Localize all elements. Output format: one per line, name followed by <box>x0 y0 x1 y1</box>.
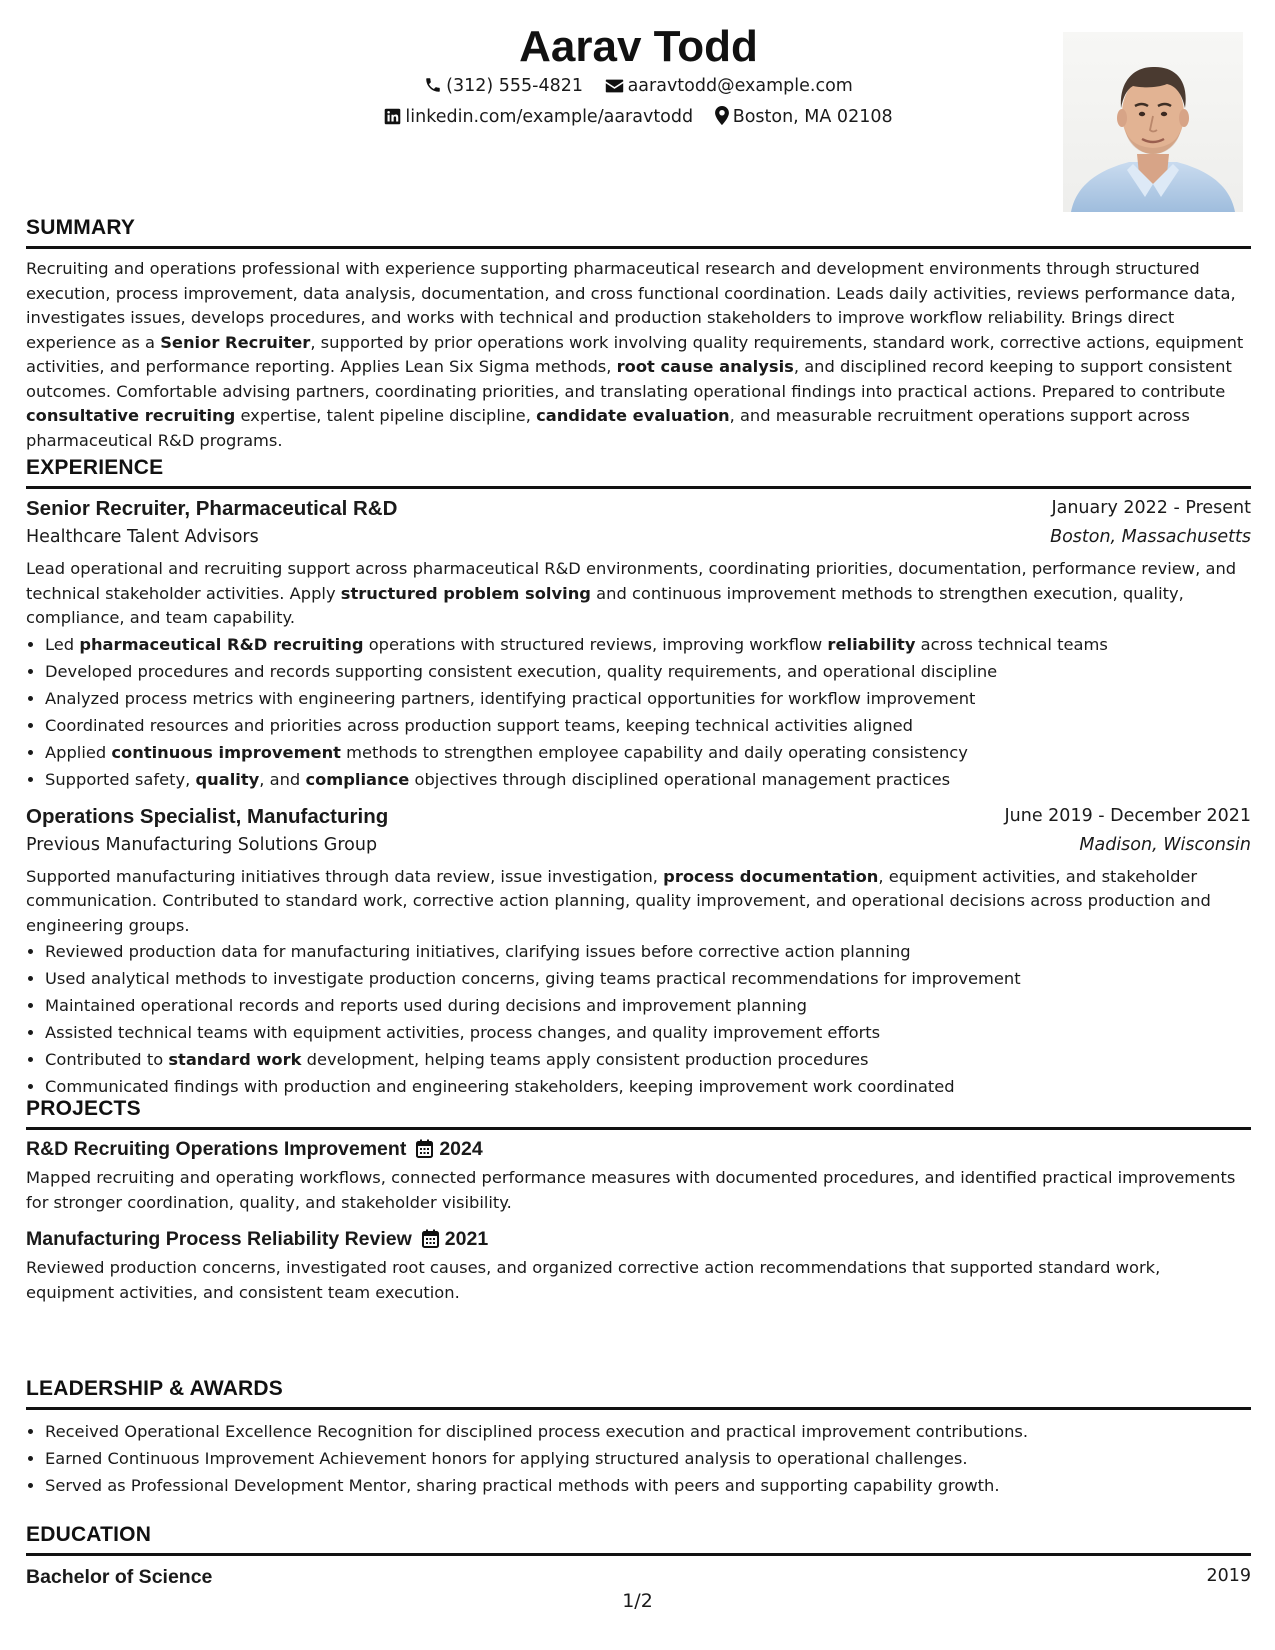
phone-contact[interactable] <box>424 76 583 96</box>
project-name: Manufacturing Process Reliability Review <box>26 1228 412 1250</box>
list-item <box>45 766 1251 793</box>
text-run: objectives through disciplined operational management practices <box>409 769 951 789</box>
project-description: Reviewed production concerns, investigated root causes, and organized corrective action recommendations that supported standard work, equipment activities, and consistent team execution. <box>26 1258 1161 1302</box>
linkedin-icon <box>384 108 401 125</box>
email-text: aaravtodd@example.com <box>627 76 853 96</box>
list-item <box>45 685 1251 712</box>
leadership-heading: LEADERSHIP & AWARDS <box>26 1377 1251 1410</box>
list-item <box>45 1046 1251 1073</box>
text-run: development, helping teams apply consistent production procedures <box>301 1050 869 1069</box>
text-run: Led <box>45 634 80 654</box>
experience-heading: EXPERIENCE <box>26 456 1251 489</box>
summary-heading: SUMMARY <box>26 216 1251 249</box>
job-title: Senior Recruiter, Pharmaceutical R&D <box>26 497 398 520</box>
list-item <box>45 739 1251 766</box>
emphasis-text: quality <box>195 769 260 789</box>
emphasis-text: continuous improvement <box>111 742 341 762</box>
text-run: Maintained operational records and reports used during decisions and improvement planning <box>45 996 807 1015</box>
project-year: 2024 <box>439 1138 483 1160</box>
education-year: 2019 <box>1206 1566 1251 1586</box>
emphasis-text: candidate evaluation <box>536 406 730 425</box>
list-item <box>45 992 1251 1019</box>
project-description: Mapped recruiting and operating workflows, connected performance measures with documented procedures, and identified practical improvements for stronger coordination, quality, and stakeholder visibility. <box>26 1168 1236 1212</box>
job-dates: January 2022 - Present <box>1051 498 1251 518</box>
list-item <box>45 658 1251 685</box>
summary-section <box>26 216 1251 453</box>
text-run: , supported by prior operations work involving quality requirements, standard work, corrective actions, equipment activities, and performance reporting. Applies Lean Six Sigma methods, <box>26 332 1244 376</box>
text-run: operations with structured reviews, improving workflow <box>363 634 828 654</box>
text-run: Communicated findings with production and engineering stakeholders, keeping improvement work coordinated <box>45 1077 955 1096</box>
project-name: R&D Recruiting Operations Improvement <box>26 1138 407 1160</box>
text-run: across technical teams <box>915 634 1108 654</box>
text-run: expertise, talent pipeline discipline, <box>235 406 537 425</box>
list-item <box>45 1019 1251 1046</box>
job-title: Operations Specialist, Manufacturing <box>26 804 389 828</box>
list-item: • Earned Continuous Improvement Achievement honors for applying structured analysis to operational challenges. <box>45 1445 1251 1472</box>
education-section <box>26 1523 1251 1592</box>
list-item <box>45 1073 1251 1100</box>
list-item <box>45 938 1251 965</box>
calendar-icon <box>416 1139 433 1158</box>
text-run: , and <box>259 769 306 789</box>
text-run: Used analytical methods to investigate production concerns, giving teams practical recommendations for improvement <box>45 969 1021 988</box>
job-description <box>26 557 1251 631</box>
linkedin-text: linkedin.com/example/aaravtodd <box>405 107 694 127</box>
text-run: Applied <box>45 742 112 762</box>
text-run: methods to strengthen employee capability and daily operating consistency <box>340 742 968 762</box>
emphasis-text: reliability <box>827 634 916 654</box>
list-item <box>45 965 1251 992</box>
projects-section <box>26 1097 1251 1305</box>
projects-heading: PROJECTS <box>26 1097 1251 1130</box>
emphasis-text: process documentation <box>663 866 879 886</box>
list-item: • Received Operational Excellence Recognition for disciplined process execution and practical improvement contributions. <box>45 1418 1251 1445</box>
job-company: Healthcare Talent Advisors <box>26 527 259 547</box>
text-run: Lead operational and recruiting support across pharmaceutical R&D environments, coordinating priorities, documentation, performance review, and technical stakeholder activities. Apply <box>26 559 1237 603</box>
list-item <box>45 631 1251 658</box>
text-run: Contributed to <box>45 1050 169 1069</box>
text-run: , and measurable recruitment operations support across pharmaceutical R&D programs. <box>26 406 1190 450</box>
profile-photo <box>1063 32 1243 212</box>
resume-page <box>26 0 1251 1650</box>
leadership-list <box>26 1418 1251 1499</box>
education-heading: EDUCATION <box>26 1523 1251 1556</box>
phone-icon <box>424 76 442 94</box>
list-item: • Served as Professional Development Mentor, sharing practical methods with peers and supporting capability growth. <box>45 1472 1251 1499</box>
job-bullets <box>26 631 1251 793</box>
job-location: Madison, Wisconsin <box>1079 834 1251 855</box>
emphasis-text: Senior Recruiter <box>160 332 311 352</box>
emphasis-text: root cause analysis <box>616 357 794 376</box>
linkedin-contact[interactable] <box>384 107 693 127</box>
job-dates: June 2019 - December 2021 <box>1004 805 1251 826</box>
text-run: , and disciplined record keeping to support consistent outcomes. Comfortable advising partners, coordinating priorities, and translating operational findings into practical actions. Prepared to contribute <box>26 357 1232 401</box>
list-item <box>45 712 1251 739</box>
text-run: Recruiting and operations professional with experience supporting pharmaceutical research and development environments through structured execution, process improvement, data analysis, documentation, and cross functional coordination. Leads daily activities, reviews performance data, investigates issues, develops procedures, and works with technical and production stakeholders to improve workflow reliability. Brings direct experience as a <box>26 259 1236 352</box>
emphasis-text: compliance <box>305 769 410 789</box>
project-entry <box>26 1228 1251 1305</box>
leadership-section <box>26 1377 1251 1499</box>
phone-text: (312) 555-4821 <box>446 76 583 96</box>
text-run: , equipment activities, and stakeholder communication. Contributed to standard work, corrective action planning, quality improvement, and operational decisions across production and engineering groups. <box>26 866 1211 935</box>
job-bullets <box>26 938 1251 1100</box>
job-description <box>26 865 1251 939</box>
emphasis-text: structured problem solving <box>340 583 591 603</box>
envelope-icon <box>605 78 624 94</box>
calendar-icon <box>422 1229 439 1248</box>
job-entry <box>26 805 1251 1101</box>
map-pin-icon <box>715 106 729 125</box>
text-run: and continuous improvement methods to strengthen execution, quality, compliance, and team capability. <box>26 583 1184 627</box>
experience-section <box>26 456 1251 1100</box>
text-run: Coordinated resources and priorities across production support teams, keeping technical activities aligned <box>45 715 913 735</box>
text-run: Reviewed production data for manufacturing initiatives, clarifying issues before corrective action planning <box>45 942 911 961</box>
summary-text <box>26 257 1251 453</box>
text-run: Supported manufacturing initiatives through data review, issue investigation, <box>26 866 664 886</box>
email-contact[interactable] <box>605 76 853 96</box>
text-run: Supported safety, <box>45 769 196 789</box>
emphasis-text: consultative recruiting <box>26 406 236 425</box>
project-entry <box>26 1138 1251 1215</box>
project-year: 2021 <box>444 1228 489 1250</box>
location-text: Boston, MA 02108 <box>732 107 893 127</box>
text-run: Analyzed process metrics with engineering partners, identifying practical opportunities for workflow improvement <box>45 688 976 708</box>
job-location: Boston, Massachusetts <box>1050 527 1251 547</box>
location-contact <box>715 106 893 127</box>
page-number: 1/2 <box>622 1590 653 1612</box>
job-entry <box>26 497 1251 793</box>
education-degree: Bachelor of Science <box>26 1566 213 1588</box>
text-run: Assisted technical teams with equipment activities, process changes, and quality improvement efforts <box>45 1023 881 1042</box>
job-company: Previous Manufacturing Solutions Group <box>26 834 378 855</box>
text-run: Developed procedures and records supporting consistent execution, quality requirements, and operational discipline <box>45 661 998 681</box>
candidate-name: Aarav Todd <box>519 22 758 71</box>
emphasis-text: standard work <box>168 1050 302 1069</box>
emphasis-text: pharmaceutical R&D recruiting <box>79 634 364 654</box>
resume-header <box>26 0 1251 230</box>
